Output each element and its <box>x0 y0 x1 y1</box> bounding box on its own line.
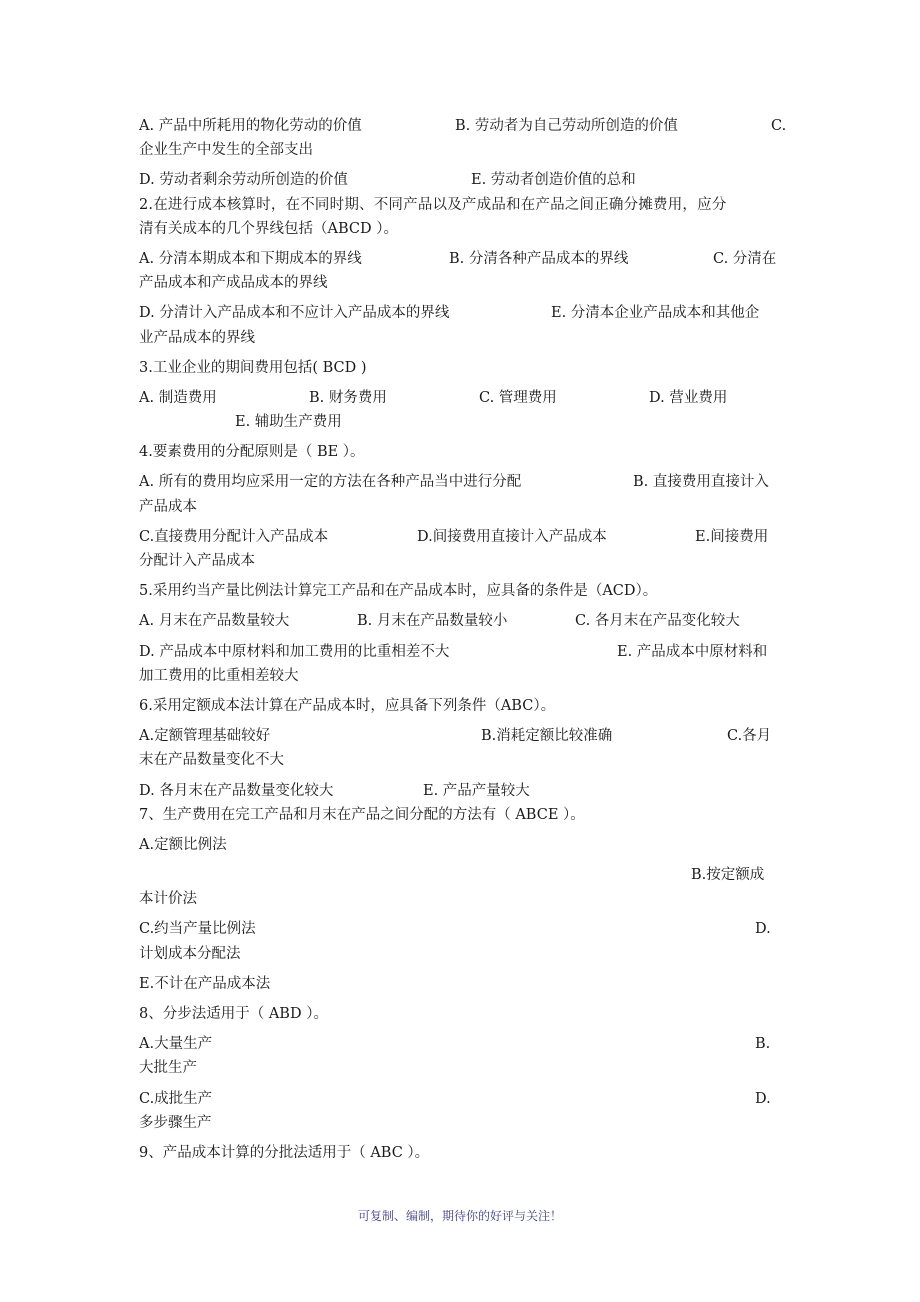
option-text: A.定额比例法 <box>139 836 227 853</box>
option-text: C.各月 <box>727 728 772 745</box>
question-text: 6.采用定额成本法计算在产品成本时，应具备下列条件（ABC）。 <box>139 697 556 714</box>
option-text: C. 管理费用 <box>479 389 557 406</box>
option-text: 产品成本和产成品成本的界线 <box>139 275 328 292</box>
option-text: C. <box>771 118 787 134</box>
option-text: A. 所有的费用均应采用一定的方法在各种产品当中进行分配 <box>139 474 522 491</box>
text-line <box>139 301 789 325</box>
option-text: A.大量生产 <box>139 1036 213 1053</box>
question-line <box>139 694 789 718</box>
text-line <box>139 138 789 162</box>
option-text: B. 劳动者为自己劳动所创造的价值 <box>455 118 678 134</box>
option-text: B.消耗定额比较准确 <box>481 728 613 745</box>
option-text: A.定额管理基础较好 <box>139 728 271 745</box>
option-text: 加工费用的比重相差较大 <box>139 667 299 684</box>
option-text: D. <box>755 1090 771 1107</box>
option-text: C. 各月末在产品变化较大 <box>575 613 740 630</box>
question-text: 7、生产费用在完工产品和月末在产品之间分配的方法有（ ABCE ）。 <box>139 806 585 823</box>
option-text: A. 制造费用 <box>139 389 217 406</box>
option-text: B. <box>755 1036 771 1053</box>
option-text: B. 分清各种产品成本的界线 <box>449 250 629 267</box>
option-text: 大批生产 <box>139 1060 197 1077</box>
option-text: 本计价法 <box>139 891 197 908</box>
text-line <box>139 114 789 138</box>
option-text: E. 产品成本中原材料和 <box>617 643 768 660</box>
option-text: B. 财务费用 <box>309 389 387 406</box>
question-text: 3.工业企业的期间费用包括( BCD ) <box>139 359 367 376</box>
option-text: B. 月末在产品数量较小 <box>357 613 508 630</box>
text-line <box>139 1111 789 1135</box>
option-text: 分配计入产品成本 <box>139 553 255 569</box>
option-text: 企业生产中发生的全部支出 <box>139 142 313 159</box>
question-line <box>139 440 789 464</box>
question-text: 4.要素费用的分配原则是（ BE ）。 <box>139 444 365 461</box>
text-line <box>139 917 789 941</box>
text-line <box>139 470 789 494</box>
option-text: E. 劳动者创造价值的总和 <box>471 172 636 189</box>
text-line <box>139 549 789 573</box>
option-text: D.间接费用直接计入产品成本 <box>417 528 607 545</box>
option-text: D. <box>755 921 771 938</box>
text-line <box>139 1032 789 1056</box>
text-line <box>139 972 789 996</box>
option-text: C.成批生产 <box>139 1090 213 1107</box>
text-line <box>139 887 789 911</box>
option-text: A. 分清本期成本和下期成本的界线 <box>139 250 362 267</box>
option-text: A. 产品中所耗用的物化劳动的价值 <box>139 118 362 134</box>
text-line <box>139 942 789 966</box>
option-text: A. 月末在产品数量较大 <box>139 613 290 630</box>
option-text: E.间接费用 <box>695 528 769 545</box>
text-line <box>139 779 789 803</box>
text-line <box>139 168 789 192</box>
option-text: B. 直接费用直接计入 <box>633 474 769 491</box>
option-text: 产品成本 <box>139 498 197 515</box>
text-line <box>139 410 789 434</box>
question-line <box>139 217 789 241</box>
question-line <box>139 803 789 827</box>
option-text: E.不计在产品成本法 <box>139 975 271 992</box>
question-line <box>139 356 789 380</box>
option-text: D. 分清计入产品成本和不应计入产品成本的界线 <box>139 305 450 322</box>
text-line <box>139 525 789 549</box>
option-text: D. 劳动者剩余劳动所创造的价值 <box>139 172 348 189</box>
text-line <box>139 609 789 633</box>
text-line <box>139 271 789 295</box>
text-line <box>139 1087 789 1111</box>
text-line <box>139 664 789 688</box>
option-text: E. 辅助生产费用 <box>235 414 342 431</box>
text-line <box>139 1056 789 1080</box>
question-text: 8、分步法适用于（ ABD ）。 <box>139 1006 328 1022</box>
question-line <box>139 193 789 217</box>
document-body <box>139 114 789 1165</box>
question-text: 9、产品成本计算的分批法适用于（ ABC ）。 <box>139 1144 430 1161</box>
text-line <box>139 326 789 350</box>
option-text: D. 营业费用 <box>649 389 728 406</box>
text-line <box>139 863 789 887</box>
text-line <box>139 495 789 519</box>
text-line <box>139 247 789 271</box>
option-text: D. 各月末在产品数量变化较大 <box>139 782 334 799</box>
question-text: 2.在进行成本核算时，在不同时期、不同产品以及产成品和在产品之间正确分摊费用，应分 <box>139 196 727 213</box>
option-text: E. 分清本企业产品成本和其他企 <box>551 305 760 322</box>
text-line <box>139 640 789 664</box>
option-text: 末在产品数量变化不大 <box>139 752 284 769</box>
text-line <box>139 386 789 410</box>
question-line <box>139 579 789 603</box>
option-text: 业产品成本的界线 <box>139 329 255 346</box>
option-text: C. 分清在 <box>713 250 777 267</box>
option-text: 多步骤生产 <box>139 1114 212 1131</box>
text-line <box>139 748 789 772</box>
question-text: 5.采用约当产量比例法计算完工产品和在产品成本时，应具备的条件是（ACD）。 <box>139 583 658 600</box>
text-line <box>139 724 789 748</box>
question-text: 清有关成本的几个界线包括（ABCD ）。 <box>139 220 398 237</box>
option-text: C.直接费用分配计入产品成本 <box>139 528 329 545</box>
option-text: 计划成本分配法 <box>139 945 241 962</box>
question-line <box>139 1002 789 1026</box>
option-text: E. 产品产量较大 <box>423 782 530 799</box>
option-text: C.约当产量比例法 <box>139 921 256 938</box>
option-text: D. 产品成本中原材料和加工费用的比重相差不大 <box>139 643 450 660</box>
option-text: B.按定额成 <box>691 867 765 884</box>
text-line <box>139 833 789 857</box>
page-footer: 可复制、编制，期待你的好评与关注！ <box>357 1209 562 1223</box>
question-line <box>139 1141 789 1165</box>
